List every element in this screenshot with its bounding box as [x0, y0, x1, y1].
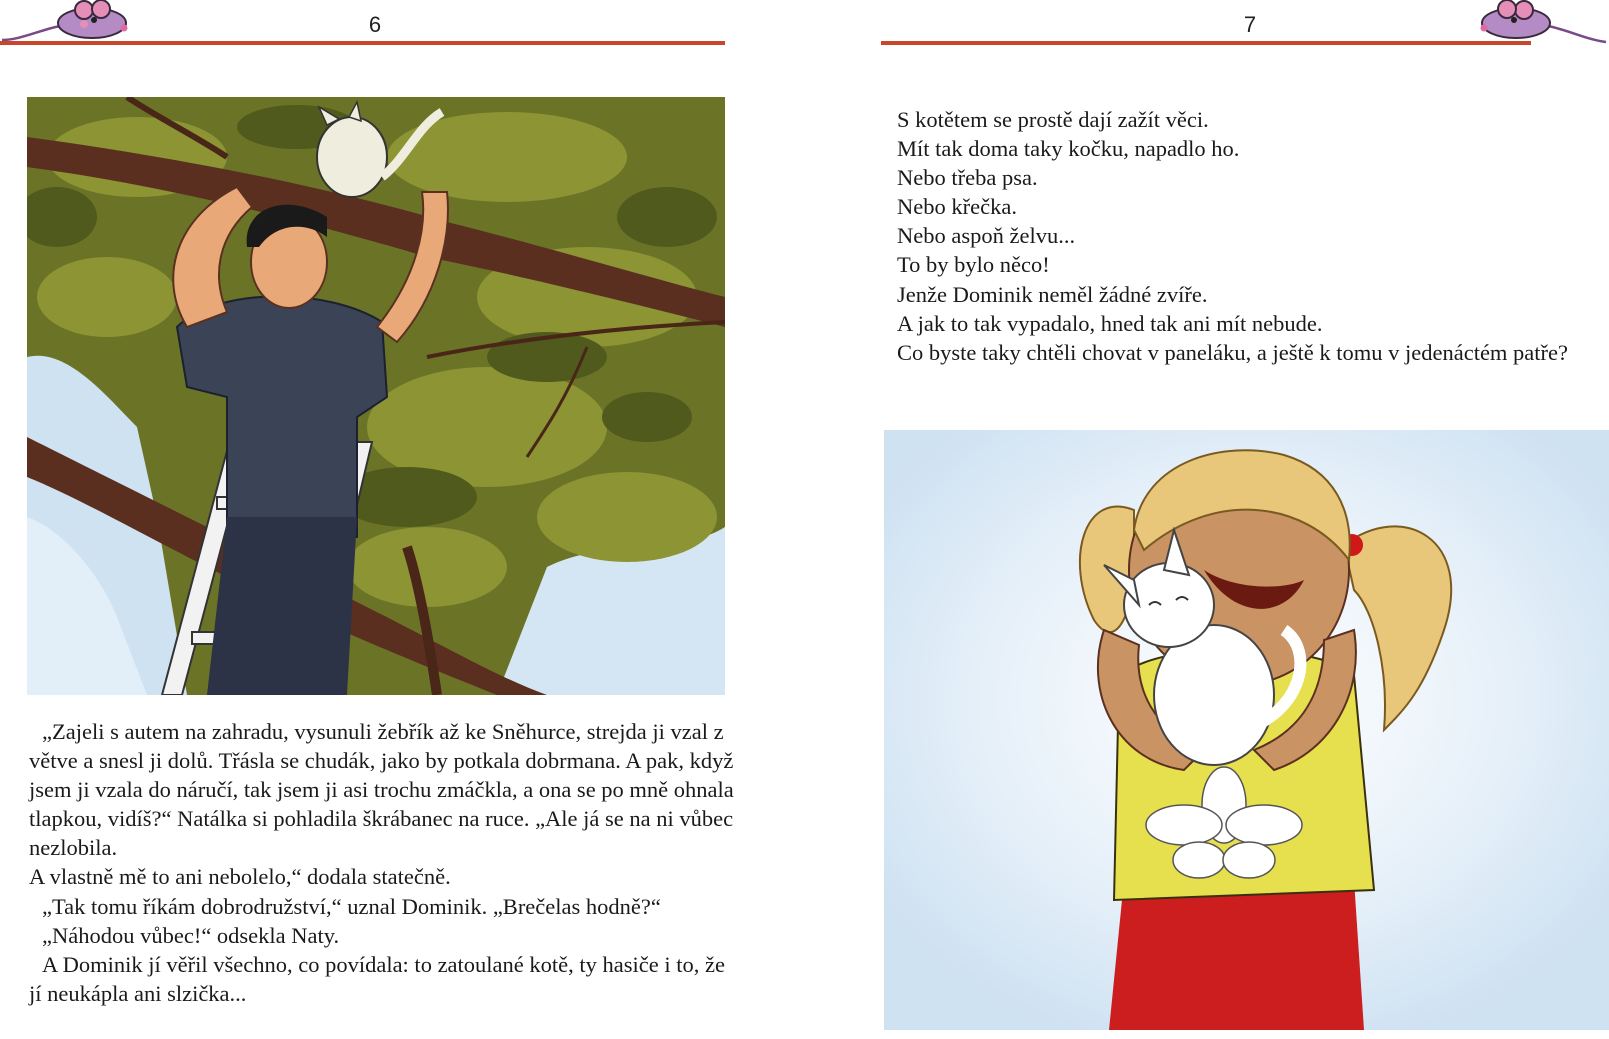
- right-page-text: [884, 105, 1574, 367]
- paragraph: „Náhodou vůbec!“ odsekla Naty.: [42, 922, 340, 948]
- page-number: 6: [368, 12, 382, 37]
- text-line: To by bylo něco!: [897, 252, 1050, 278]
- man-rescuing-cat-illustration: [27, 97, 725, 695]
- text-line: Nebo křečka.: [897, 194, 1017, 220]
- paragraph: „Tak tomu říkám dobrodružství,“ uznal Dominik. „Brečelas hodně?“: [42, 893, 661, 919]
- paragraph: A Dominik jí věřil všechno, co povídala: to zatoulané kotě, ty hasiče i to, že jí neukápla ani slzička...: [29, 951, 725, 1006]
- text-line: Co byste taky chtěli chovat v paneláku, a ještě k tomu v jedenáctém patře?: [897, 339, 1569, 365]
- mouse-icon: [1476, 0, 1608, 46]
- girl-hugging-kitten-illustration: [884, 430, 1609, 1030]
- paragraph: „Zajeli s autem na zahradu, vysunuli žebřík až ke Sněhurce, strejda ji vzal z větve a snesl ji dolů. Třásla se chudák, jako by potkala dobrmana. A pak, když jsem ji vzala do náručí, tak jsem ji asi trochu zmáčkla, a ona se po mně ohnala tlapkou, vidíš?“ Natálka si pohladila škrábanec na ruce. „Ale já se na ni vůbec nezlobila.: [29, 719, 734, 861]
- text-line: A jak to tak vypadalo, hned tak ani mít nebude.: [897, 310, 1323, 336]
- header-rule: [0, 41, 725, 45]
- paragraph: A vlastně mě to ani nebolelo,“ dodala statečně.: [29, 864, 451, 890]
- right-page: [804, 0, 1609, 1039]
- page-number: 7: [1243, 12, 1257, 37]
- left-page: [0, 0, 804, 1039]
- header-rule: [881, 41, 1531, 45]
- text-line: Mít tak doma taky kočku, napadlo ho.: [897, 136, 1240, 162]
- text-line: S kotětem se prostě dají zažít věci.: [897, 107, 1209, 132]
- text-line: Jenže Dominik neměl žádné zvíře.: [897, 281, 1208, 307]
- mouse-icon: [0, 0, 132, 46]
- text-line: Nebo aspoň želvu...: [897, 223, 1076, 249]
- left-page-text: [29, 717, 734, 1008]
- text-line: Nebo třeba psa.: [897, 165, 1038, 191]
